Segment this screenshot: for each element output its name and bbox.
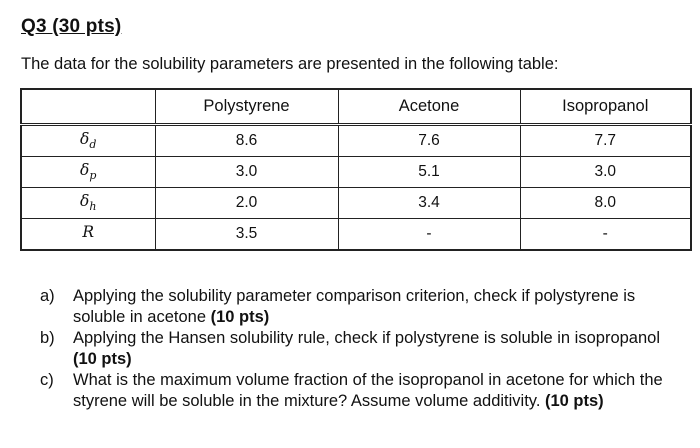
question-marker: b) — [40, 329, 55, 347]
table-cell: 8.6 — [155, 125, 338, 157]
table-cell: 8.0 — [520, 188, 691, 219]
table-cell: - — [338, 219, 520, 251]
table-cell: 3.0 — [155, 157, 338, 188]
table-header-row — [21, 89, 691, 125]
table-cell: 5.1 — [338, 157, 520, 188]
row-symbol: $\delta_p$ — [21, 157, 155, 188]
question-text: What is the maximum volume fraction of the isopropanol in acetone for which the styrene will be soluble in the mixture? Assume volume additivity. — [73, 371, 663, 410]
question-text: Applying the solubility parameter comparison criterion, check if polystyrene is soluble in acetone — [73, 287, 636, 326]
table-cell: 2.0 — [155, 188, 338, 219]
question-text: Applying the Hansen solubility rule, check if polystyrene is soluble in isopropanol — [73, 329, 660, 347]
table-row-r — [21, 219, 691, 251]
table-cell: 3.5 — [155, 219, 338, 251]
table-row-delta-h — [21, 188, 691, 219]
table-cell: - — [520, 219, 691, 251]
question-item-c — [40, 370, 680, 412]
row-symbol: $\delta_h$ — [21, 188, 155, 219]
intro-text: The data for the solubility parameters are presented in the following table: — [21, 55, 559, 73]
question-item-a — [40, 286, 680, 328]
row-symbol: $\delta_d$ — [21, 125, 155, 157]
table-cell: 3.4 — [338, 188, 520, 219]
header-cell-acetone: Acetone — [338, 89, 520, 125]
header-cell-empty — [21, 89, 155, 125]
solubility-table — [20, 88, 692, 251]
table-cell: 7.6 — [338, 125, 520, 157]
question-marker: c) — [40, 371, 54, 389]
table-row-delta-d — [21, 125, 691, 157]
header-cell-polystyrene: Polystyrene — [155, 89, 338, 125]
question-marker: a) — [40, 287, 55, 305]
question-points: (10 pts) — [73, 350, 132, 368]
question-list — [40, 286, 680, 412]
question-item-b — [40, 328, 680, 370]
table-cell: 7.7 — [520, 125, 691, 157]
question-points: (10 pts) — [210, 308, 270, 326]
table-row-delta-p — [21, 157, 691, 188]
question-heading: Q3 (30 pts) — [21, 16, 122, 37]
question-points: (10 pts) — [545, 392, 604, 410]
header-cell-isopropanol: Isopropanol — [520, 89, 691, 125]
table-cell: 3.0 — [520, 157, 691, 188]
row-symbol: R — [21, 219, 155, 251]
